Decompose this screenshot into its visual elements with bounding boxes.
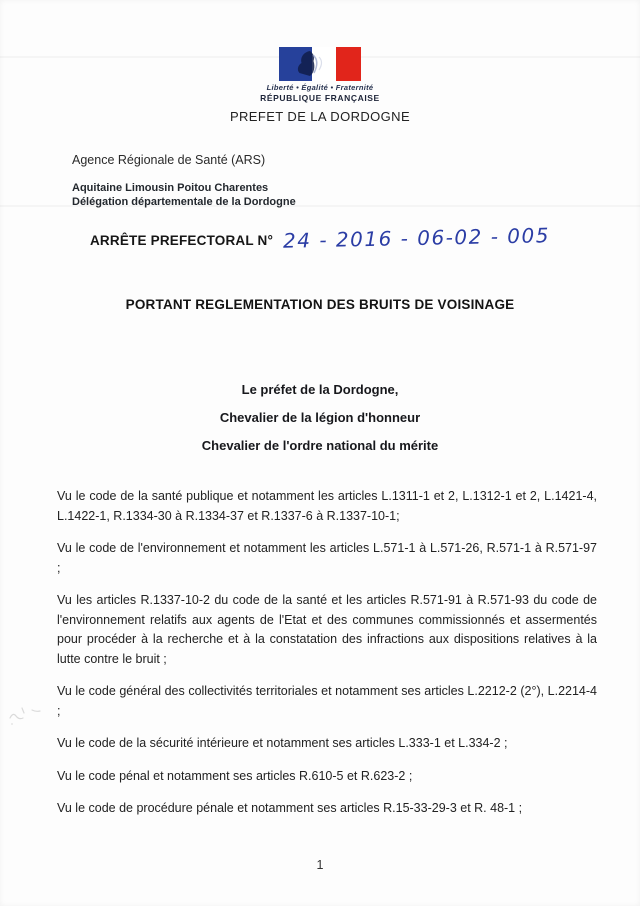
recital-paragraph: Vu les articles R.1337-10-2 du code de la santé et les articles R.571-91 à R.571-93 du code de l'environnement relatifs aux agents de l'Etat et des communes commissionnés et assermentés pour procéder à la recherche et à la constatation des infractions aux dispositions relatives à la lutte contre le bruit ; bbox=[57, 593, 597, 666]
decree-handwritten-number: 24 - 2016 - 06-02 - 005 bbox=[282, 223, 551, 253]
agency-name: Agence Régionale de Santé (ARS) bbox=[72, 153, 266, 167]
decree-subject: PORTANT REGLEMENTATION DES BRUITS DE VOISINAGE bbox=[125, 297, 515, 312]
recital-paragraph: Vu le code de la santé publique et notamment les articles L.1311-1 et 2, L.1312-1 et 2, L.1421-4, L.1422-1, R.1334-30 à R.1334-37 et R.1337-6 à R.1337-10-1; bbox=[57, 489, 597, 523]
salutation-line: Le préfet de la Dordogne, bbox=[241, 382, 399, 397]
agency-delegation: Délégation départementale de la Dordogne bbox=[72, 195, 296, 208]
recitals-block bbox=[57, 487, 597, 832]
republic-name: RÉPUBLIQUE FRANÇAISE bbox=[260, 93, 380, 103]
prefet-title: PREFET DE LA DORDOGNE bbox=[229, 109, 411, 124]
salutation-line: Chevalier de l'ordre national du mérite bbox=[201, 438, 439, 453]
recital-paragraph: Vu le code de procédure pénale et notamment ses articles R.15-33-29-3 et R. 48-1 ; bbox=[57, 801, 523, 815]
recital-paragraph: Vu le code de la sécurité intérieure et notamment ses articles L.333-1 et L.334-2 ; bbox=[57, 736, 508, 750]
french-republic-flag-icon bbox=[279, 47, 361, 81]
republic-motto: Liberté • Égalité • Fraternité bbox=[266, 83, 374, 92]
recital-paragraph: Vu le code de l'environnement et notamment les articles L.571-1 à L.571-26, R.571-1 à R.571-97 ; bbox=[57, 541, 597, 575]
margin-pencil-mark bbox=[6, 698, 48, 732]
recital-paragraph: Vu le code général des collectivités territoriales et notamment ses articles L.2212-2 (2°), L.2214-4 ; bbox=[57, 684, 597, 718]
agency-region: Aquitaine Limousin Poitou Charentes bbox=[72, 182, 269, 194]
government-header bbox=[0, 47, 640, 103]
decree-label: ARRÊTE PREFECTORAL N° bbox=[89, 233, 274, 248]
salutation-line: Chevalier de la légion d'honneur bbox=[219, 410, 421, 425]
decree-title-line bbox=[0, 223, 640, 253]
salutation-block bbox=[0, 382, 640, 466]
agency-block bbox=[72, 153, 296, 209]
page-number: 1 bbox=[316, 858, 324, 872]
recital-paragraph: Vu le code pénal et notamment ses articles R.610-5 et R.623-2 ; bbox=[57, 768, 413, 783]
